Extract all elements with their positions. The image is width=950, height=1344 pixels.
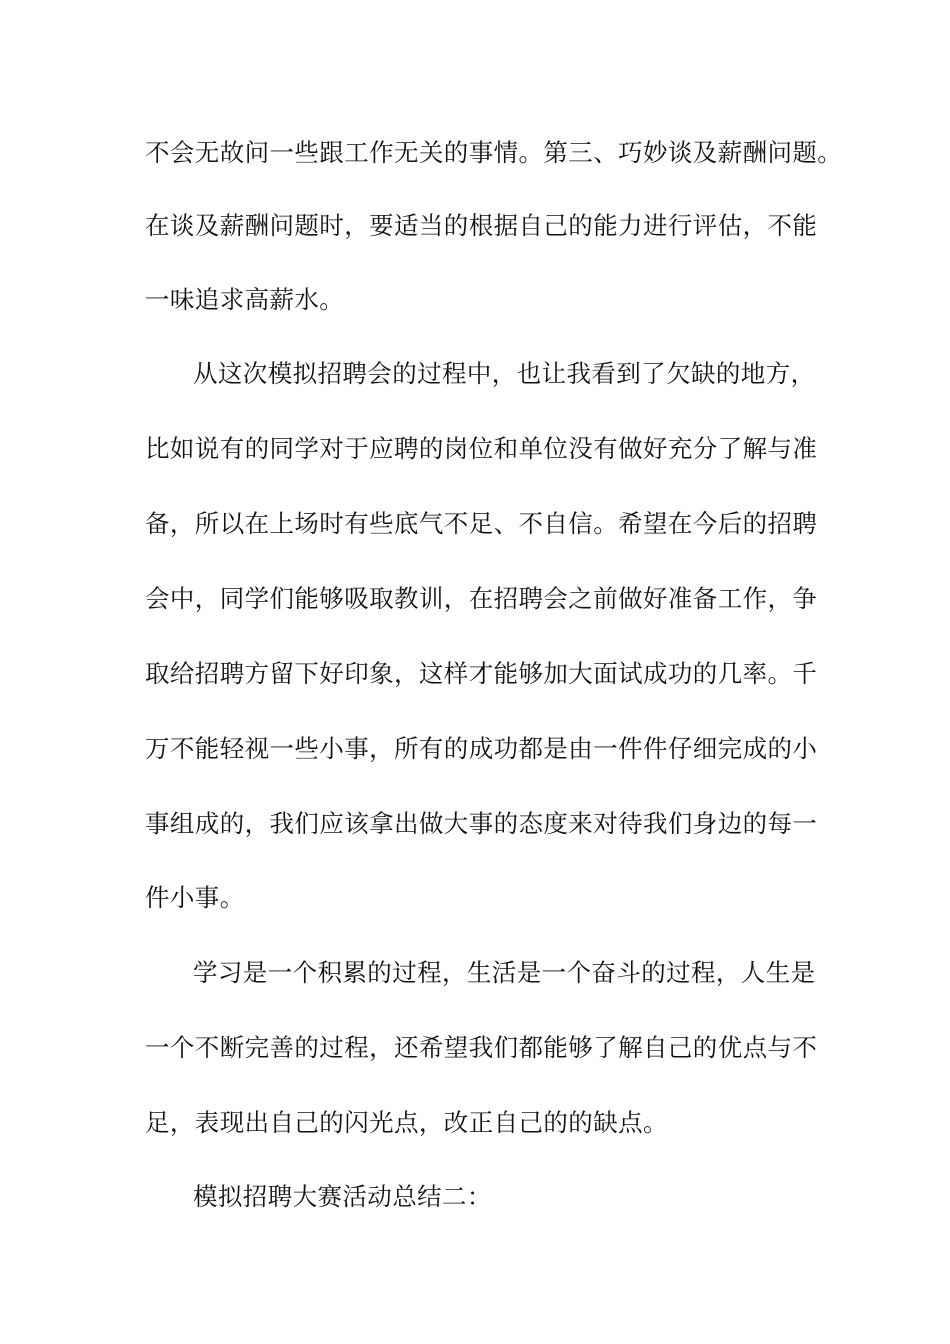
text-line: 在谈及薪酬问题时，要适当的根据自己的能力进行评估，不能 [145,211,818,240]
text-line: 一味追求高薪水。 [145,285,345,314]
text-line: 事组成的，我们应该拿出做大事的态度来对待我们身边的每一 [145,809,818,838]
paragraph-first-line: 学习是一个积累的过程，生活是一个奋斗的过程，人生是 [193,958,816,987]
text-line: 不会无故问一些跟工作无关的事情。第三、巧妙谈及薪酬问题。 [145,138,843,167]
paragraph-first-line: 从这次模拟招聘会的过程中，也让我看到了欠缺的地方， [193,359,816,388]
text-line: 会中，同学们能够吸取教训，在招聘会之前做好准备工作，争 [145,584,818,613]
text-line: 备，所以在上场时有些底气不足、不自信。希望在今后的招聘 [145,509,818,538]
text-line: 比如说有的同学对于应聘的岗位和单位没有做好充分了解与准 [145,434,818,463]
text-line: 足，表现出自己的闪光点，改正自己的的缺点。 [145,1108,668,1137]
text-line: 万不能轻视一些小事，所有的成功都是由一件件仔细完成的小 [145,734,818,763]
text-line: 一个不断完善的过程，还希望我们都能够了解自己的优点与不 [145,1033,818,1062]
text-line: 件小事。 [145,883,245,912]
text-line: 取给招聘方留下好印象，这样才能够加大面试成功的几率。千 [145,659,818,688]
section-heading: 模拟招聘大赛活动总结二： [193,1182,492,1211]
